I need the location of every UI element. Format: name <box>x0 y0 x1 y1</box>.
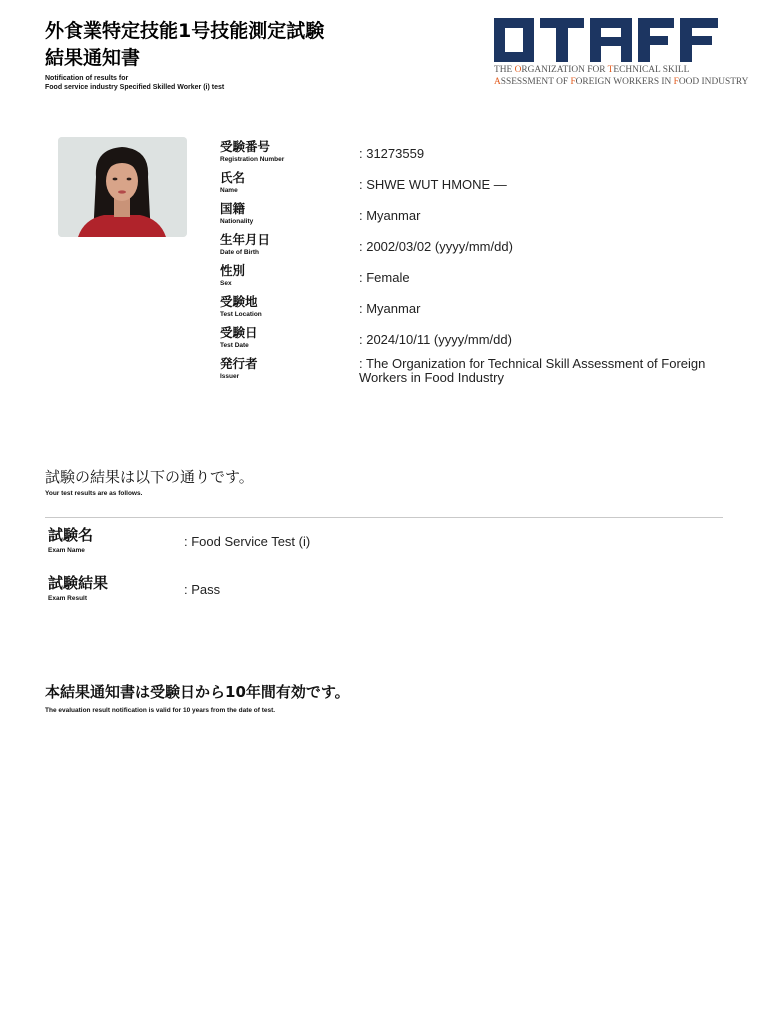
validity-note <box>45 682 350 715</box>
info-row-nationality <box>220 201 740 232</box>
title-en-line1: Notification of results for <box>45 75 129 82</box>
name-label-jp: 氏名 <box>220 170 246 185</box>
otaff-wordmark-logo <box>494 16 718 64</box>
logo-tagline-line2: ASSESSMENT OF FOREIGN WORKERS IN FOOD INDUSTRY <box>494 77 749 87</box>
date-of-birth-value: : 2002/03/02 (yyyy/mm/dd) <box>359 239 513 254</box>
validity-note-jp: 本結果通知書は受験日から10年間有効です。 <box>45 683 350 701</box>
otaff-logo <box>494 16 749 88</box>
exam-result-value: : Pass <box>184 582 221 597</box>
section-divider <box>45 517 723 518</box>
results-heading-en: Your test results are as follows. <box>45 490 143 497</box>
exam-name-label-en: Exam Name <box>48 547 85 554</box>
exam-result-label-jp: 試験結果 <box>48 574 109 592</box>
exam-name-value: : Food Service Test (i) <box>184 534 311 549</box>
info-row-date-of-birth <box>220 232 740 263</box>
title-jp-line1: 外食業特定技能1号技能測定試験 <box>45 20 325 42</box>
sex-label-en: Sex <box>220 280 232 287</box>
exam-result-label-en: Exam Result <box>48 595 88 602</box>
title-en-line2: Food service industry Specified Skilled Worker (i) test <box>45 84 225 91</box>
portrait-image <box>58 137 187 237</box>
nationality-label-jp: 国籍 <box>220 201 246 216</box>
issuer-value: : The Organization for Technical Skill Assessment of Foreign Workers in Food Industry <box>359 356 706 385</box>
exam-name-label-jp: 試験名 <box>48 526 94 544</box>
info-row-issuer <box>220 356 740 390</box>
test-location-label-jp: 受験地 <box>220 294 258 309</box>
candidate-photo <box>58 137 187 237</box>
title-jp-line2: 結果通知書 <box>45 47 141 69</box>
info-row-test-date <box>220 325 740 356</box>
name-label-en: Name <box>220 187 238 194</box>
registration-number-value: : 31273559 <box>359 146 425 161</box>
validity-note-en: The evaluation result notification is valid for 10 years from the date of test. <box>45 707 276 714</box>
registration-number-label-jp: 受験番号 <box>220 139 271 154</box>
exam-name-row <box>48 526 648 560</box>
info-row-name <box>220 170 740 201</box>
logo-tagline-line1: THE ORGANIZATION FOR TECHNICAL SKILL <box>494 65 690 75</box>
test-location-label-en: Test Location <box>220 311 262 318</box>
test-location-value: : Myanmar <box>359 301 421 316</box>
sex-label-jp: 性別 <box>220 263 246 278</box>
info-row-sex <box>220 263 740 294</box>
exam-result-row <box>48 574 648 608</box>
info-row-registration-number <box>220 139 740 170</box>
results-heading-jp: 試験の結果は以下の通りです。 <box>45 468 254 486</box>
sex-value: : Female <box>359 270 410 285</box>
name-value: : SHWE WUT HMONE — <box>359 177 507 192</box>
nationality-label-en: Nationality <box>220 218 254 225</box>
test-date-label-jp: 受験日 <box>220 325 258 340</box>
issuer-label-en: Issuer <box>220 373 240 380</box>
test-date-label-en: Test Date <box>220 342 249 349</box>
date-of-birth-label-en: Date of Birth <box>220 249 259 256</box>
registration-number-label-en: Registration Number <box>220 156 285 163</box>
nationality-value: : Myanmar <box>359 208 421 223</box>
issuer-label-jp: 発行者 <box>220 356 258 371</box>
info-row-test-location <box>220 294 740 325</box>
test-date-value: : 2024/10/11 (yyyy/mm/dd) <box>359 332 512 347</box>
date-of-birth-label-jp: 生年月日 <box>220 232 271 247</box>
results-heading <box>45 467 254 498</box>
title-en <box>45 74 324 92</box>
document-title <box>45 18 324 92</box>
